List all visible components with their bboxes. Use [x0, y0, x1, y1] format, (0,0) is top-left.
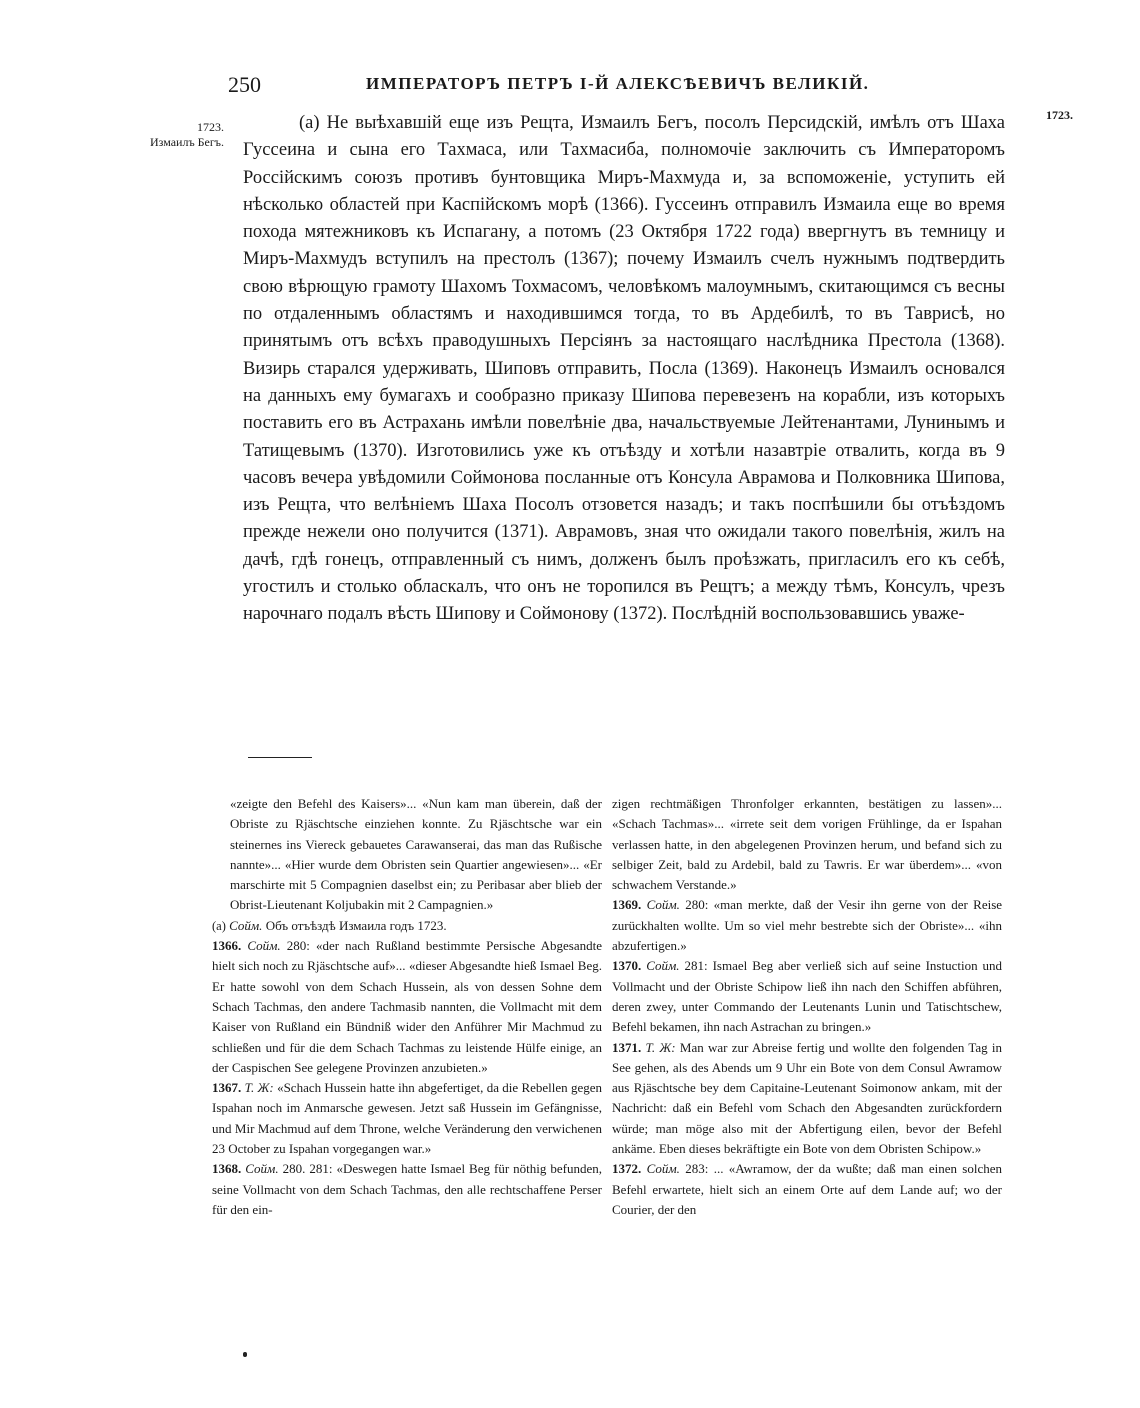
margin-note [124, 120, 224, 150]
footnote-1371: 1371. Т. Ж: Man war zur Abreise fertig und wollte den folgenden Tag in See gehen, als des Abends um 9 Uhr ein Bote von dem Consul Awramow aus Rjäschtsche bey dem Capitaine-Leutenant Soimonow ankam, mit der Nachricht: daß ein Befehl vom Schach den Abgesandten zurückfordern würde; man möge also mit der Abfertigung eilen, bevor der Befehl ankäme. Eben dieses bekräftigte ein Bote von dem Obristen Schipow.» [612, 1039, 1003, 1157]
footnote-1366: 1366. Сойм. 280: «der nach Rußland bestimmte Persische Abgesandte hielt sich noch zu Rjäschtsche auf»... «dieser Abgesandte hieß Ismael Beg. Er hatte sowohl von dem Schach Hussein, als von dessen Sohne dem Schach Tachmas, den andere Tachmasib nannten, die Vollmacht mit dem Kaiser von Rußland ein Bündniß wider den Anführer Mir Machmud zu schließen und für die dem Schach Tachmas zu leistende Hülfe einige, an der Caspischen See gelegene Provinzen anzubieten.» [212, 938, 603, 1075]
footnote-a: (а) Сойм. Объ отъѣздѣ Измаила годъ 1723. [212, 917, 447, 933]
print-speck [243, 1352, 247, 1357]
margin-label: Измаилъ Бегъ. [149, 135, 224, 149]
footnote-1372: 1372. Сойм. 283: ... «Awramow, der da wußte; daß man einen solchen Befehl erwartete, hielt sich an einem Orte auf dem Lande auf; wo der Courier, der den [612, 1161, 1003, 1217]
year-marker-right: 1723. [1046, 108, 1073, 122]
margin-year: 1723. [197, 120, 224, 134]
footnote-1367: 1367. Т. Ж: «Schach Hussein hatte ihn abgefertiget, da die Rebellen gegen Ispahan noch im Anmarsche gewesen. Jetzt saß Hussein im Gefängnisse, und Mir Machmud auf dem Throne, welche Veränderung den verwichenen 23 October zu Ispahan vorgegangen war.» [212, 1080, 603, 1157]
footnote-separator [248, 757, 312, 758]
footnotes-left-column [212, 794, 602, 1220]
running-head: ИМПЕРАТОРЪ ПЕТРЪ I-Й АЛЕКСѢЕВИЧЪ ВЕЛИКІЙ. [366, 74, 870, 93]
footnotes-right-column [612, 794, 1002, 1220]
page-number: 250 [228, 72, 261, 97]
main-body-text: (а) Не выѣхавшій еще изъ Рещта, Измаилъ Бегъ, посолъ Персидскій, имѣлъ отъ Шаха Гуссеина и сына его Тахмаса, или Тахмасиба, полномочіе заключить съ Императоромъ Россійскимъ союзъ противъ бунтовщика Миръ-Махмуда и, за вспоможеніе, уступить ей нѣсколько областей при Каспійскомъ морѣ (1366). Гуссеинъ отправилъ Измаила еще во время похода мятежниковъ къ Испагану, а потомъ (23 Октября 1722 года) ввергнутъ въ темницу и Миръ-Махмудъ вступилъ на престолъ (1367); почему Измаилъ счелъ нужнымъ подтвердить свою вѣрющую грамоту Шахомъ Тохмасомъ, человѣкомъ малоумнымъ, скитающимся съ весны по отдаленнымъ областямъ и находившимся тогда, то въ Ардебилѣ, то въ Таврисѣ, но принятымъ отъ всѣхъ праводушныхъ Персіянъ за настоящаго наслѣдника Престола (1368). Визирь старался удерживать, Шиповъ отправить, Посла (1369). Наконецъ Измаилъ основался на данныхъ ему бумагахъ и сообразно приказу Шипова перевезенъ на корабли, изъ которыхъ поставить его въ Астрахань имѣли повелѣніе два, начальствуемые Лейтенантами, Лунинымъ и Татищевымъ (1370). Изготовились уже къ отъѣзду и хотѣли назавтріе отвалить, когда въ 9 часовъ вечера увѣдомили Соймонова посланные отъ Консула Аврамова и Полковника Шипова, изъ Рещта, что велѣніемъ Шаха Посолъ отзовется назадъ; и такъ поспѣшили бы отъѣздомъ прежде нежели оно получится (1371). Аврамовъ, зная что ожидали такого повелѣнія, жилъ на дачѣ, гдѣ гонецъ, отправленный съ нимъ, долженъ былъ проѣзжать, пригласилъ его къ себѣ, угостилъ и столько обласкалъ, что онъ не торопился въ Рещтъ; а между тѣмъ, Консулъ, чрезъ нарочнаго подалъ вѣсть Шипову и Соймонову (1372). Послѣдній воспользовавшись уваже- [243, 113, 1005, 625]
footnote-continuation-right: zigen rechtmäßigen Thronfolger erkannten, bestätigen zu lassen»... «Schach Tachmas»... «irrete seit dem vorigen Frühlinge, da er Ispahan verlassen hatte, in den abgelegenen Provinzen herum, und befand sich zu selbiger Zeit, bald zu Ardebil, bald zu Tawris. Er war überdem»... «von schwachem Verstande.» [612, 796, 1002, 893]
footnote-1368: 1368. Сойм. 280. 281: «Deswegen hatte Ismael Beg für nöthig befunden, seine Vollmacht von dem Schach Tachmas, den alle rechtschaffene Perser für den ein- [212, 1161, 603, 1217]
footnote-continuation: «zeigte den Befehl des Kaisers»... «Nun kam man überein, daß der Obriste zu Rjäschtsche einziehen konnte. Zu Rjäschtsche war ein steinernes ins Viereck gebauetes Carawanserai, das man das Rußische nannte»... «Hier wurde dem Obristen sein Quartier angewiesen»... «Er marschirte mit 5 Compagnien daselbst ein; zu Peribasar aber blieb der Obrist-Lieutenant Koljubakin mit 2 Campagnien.» [230, 796, 602, 913]
footnote-1369: 1369. Сойм. 280: «man merkte, daß der Vesir ihn gerne von der Reise zurückhalten wollte. Um so viel mehr bestrebte sich der Obriste»... «ihn abzufertigen.» [612, 897, 1003, 954]
footnote-1370: 1370. Сойм. 281: Ismael Beg aber verließ sich auf seine Instuction und Vollmacht und der Obriste Schipow ließ ihn nach den Schiffen abführen, deren zwey, unter Commando der Leutenants Lunin und Tatischtschew, Befehl bekamen, ihn nach Astrachan zu bringen.» [612, 958, 1003, 1035]
